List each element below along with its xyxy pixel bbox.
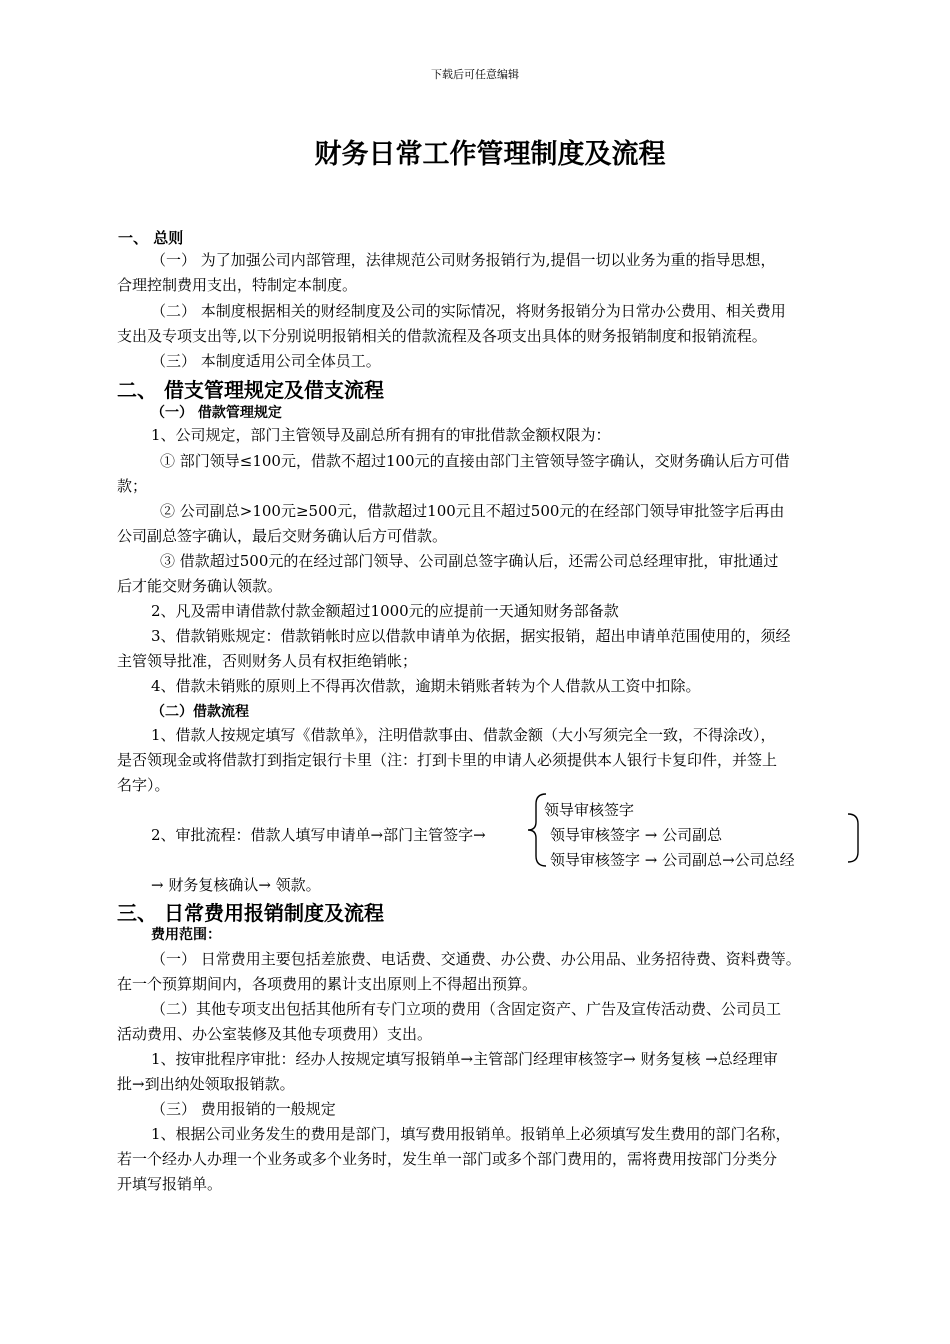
- section-2-heading: 二、 借支管理规定及借支流程: [117, 378, 384, 402]
- flow-branch-3: 领导审核签字 → 公司副总→公司总经: [550, 851, 795, 869]
- paragraph-line: 后才能交财务确认领款。: [117, 577, 283, 595]
- flow-prefix: 2、审批流程：借款人填写申请单→部门主管签字→: [151, 826, 486, 844]
- paragraph-line: 若一个经办人办理一个业务或多个业务时，发生单一部门或多个部门费用的，需将费用按部门分类分: [117, 1150, 778, 1168]
- flow-tail: → 财务复核确认→ 领款。: [151, 876, 321, 894]
- section-3-heading: 三、 日常费用报销制度及流程: [117, 901, 384, 925]
- paragraph-line: 批→到出纳处领取报销款。: [117, 1075, 295, 1093]
- paragraph-line: 合理控制费用支出，特制定本制度。: [117, 276, 358, 294]
- left-brace-icon: [526, 792, 548, 868]
- paragraph-line: 是否领现金或将借款打到指定银行卡里（注：打到卡里的申请人必须提供本人银行卡复印件，并签上: [117, 751, 778, 769]
- paragraph-line: （一） 为了加强公司内部管理，法律规范公司财务报销行为,提倡一切以业务为重的指导思想，: [151, 251, 776, 269]
- paragraph-line: （三） 本制度适用公司全体员工。: [151, 352, 381, 370]
- paragraph-line: 1、借款人按规定填写《借款单》，注明借款事由、借款金额（大小写须完全一致，不得涂改），: [151, 726, 776, 744]
- paragraph-line: 4、借款未销账的原则上不得再次借款，逾期未销账者转为个人借款从工资中扣除。: [151, 677, 701, 695]
- paragraph-line: （三） 费用报销的一般规定: [151, 1100, 336, 1118]
- paragraph-line: 支出及专项支出等,以下分别说明报销相关的借款流程及各项支出具体的财务报销制度和报销流程。: [117, 327, 767, 345]
- paragraph-line: 1、根据公司业务发生的费用是部门，填写费用报销单。报销单上必须填写发生费用的部门名称，: [151, 1125, 791, 1143]
- subsection-heading: 费用范围：: [151, 927, 221, 943]
- subsection-heading: （一） 借款管理规定: [151, 405, 282, 421]
- paragraph-line: （二）其他专项支出包括其他所有专门立项的费用（含固定资产、广告及宣传活动费、公司员工: [151, 1000, 782, 1018]
- paragraph-line: 1、公司规定，部门主管领导及副总所有拥有的审批借款金额权限为：: [151, 426, 611, 444]
- paragraph-line: 款；: [117, 477, 148, 495]
- paragraph-line: 3、借款销账规定：借款销帐时应以借款申请单为依据，据实报销，超出申请单范围使用的，须经: [151, 627, 791, 645]
- paragraph-line: ③ 借款超过500元的在经过部门领导、公司副总签字确认后，还需公司总经理审批，审批通过: [160, 552, 779, 570]
- paragraph-line: 活动费用、办公室装修及其他专项费用）支出。: [117, 1025, 433, 1043]
- paragraph-line: ① 部门领导≤100元，借款不超过100元的直接由部门主管领导签字确认，交财务确认后方可借: [160, 452, 790, 470]
- paragraph-line: （一） 日常费用主要包括差旅费、电话费、交通费、办公费、办公用品、业务招待费、资料费等。: [151, 950, 801, 968]
- paragraph-line: 主管领导批准，否则财务人员有权拒绝销帐；: [117, 652, 418, 670]
- paragraph-line: 1、按审批程序审批：经办人按规定填写报销单→主管部门经理审核签字→ 财务复核 →总经理审: [151, 1050, 778, 1068]
- flow-branch-1: 领导审核签字: [544, 801, 635, 819]
- document-title: 财务日常工作管理制度及流程: [314, 139, 666, 170]
- paragraph-line: （二） 本制度根据相关的财经制度及公司的实际情况，将财务报销分为日常办公费用、相关费用: [151, 302, 786, 320]
- header-note: 下载后可任意编辑: [431, 68, 519, 81]
- paragraph-line: 2、凡及需申请借款付款金额超过1000元的应提前一天通知财务部备款: [151, 602, 619, 620]
- section-1-heading: 一、 总则: [118, 229, 184, 247]
- paragraph-line: 公司副总签字确认，最后交财务确认后方可借款。: [117, 527, 448, 545]
- paragraph-line: ② 公司副总>100元≥500元，借款超过100元且不超过500元的在经部门领导审批签字后再由: [160, 502, 785, 520]
- flow-branch-2: 领导审核签字 → 公司副总: [550, 826, 723, 844]
- right-brace-icon: [846, 812, 864, 864]
- subsection-heading: （二）借款流程: [151, 704, 249, 720]
- paragraph-line: 名字）。: [117, 776, 170, 794]
- paragraph-line: 开填写报销单。: [117, 1175, 223, 1193]
- paragraph-line: 在一个预算期间内，各项费用的累计支出原则上不得超出预算。: [117, 975, 538, 993]
